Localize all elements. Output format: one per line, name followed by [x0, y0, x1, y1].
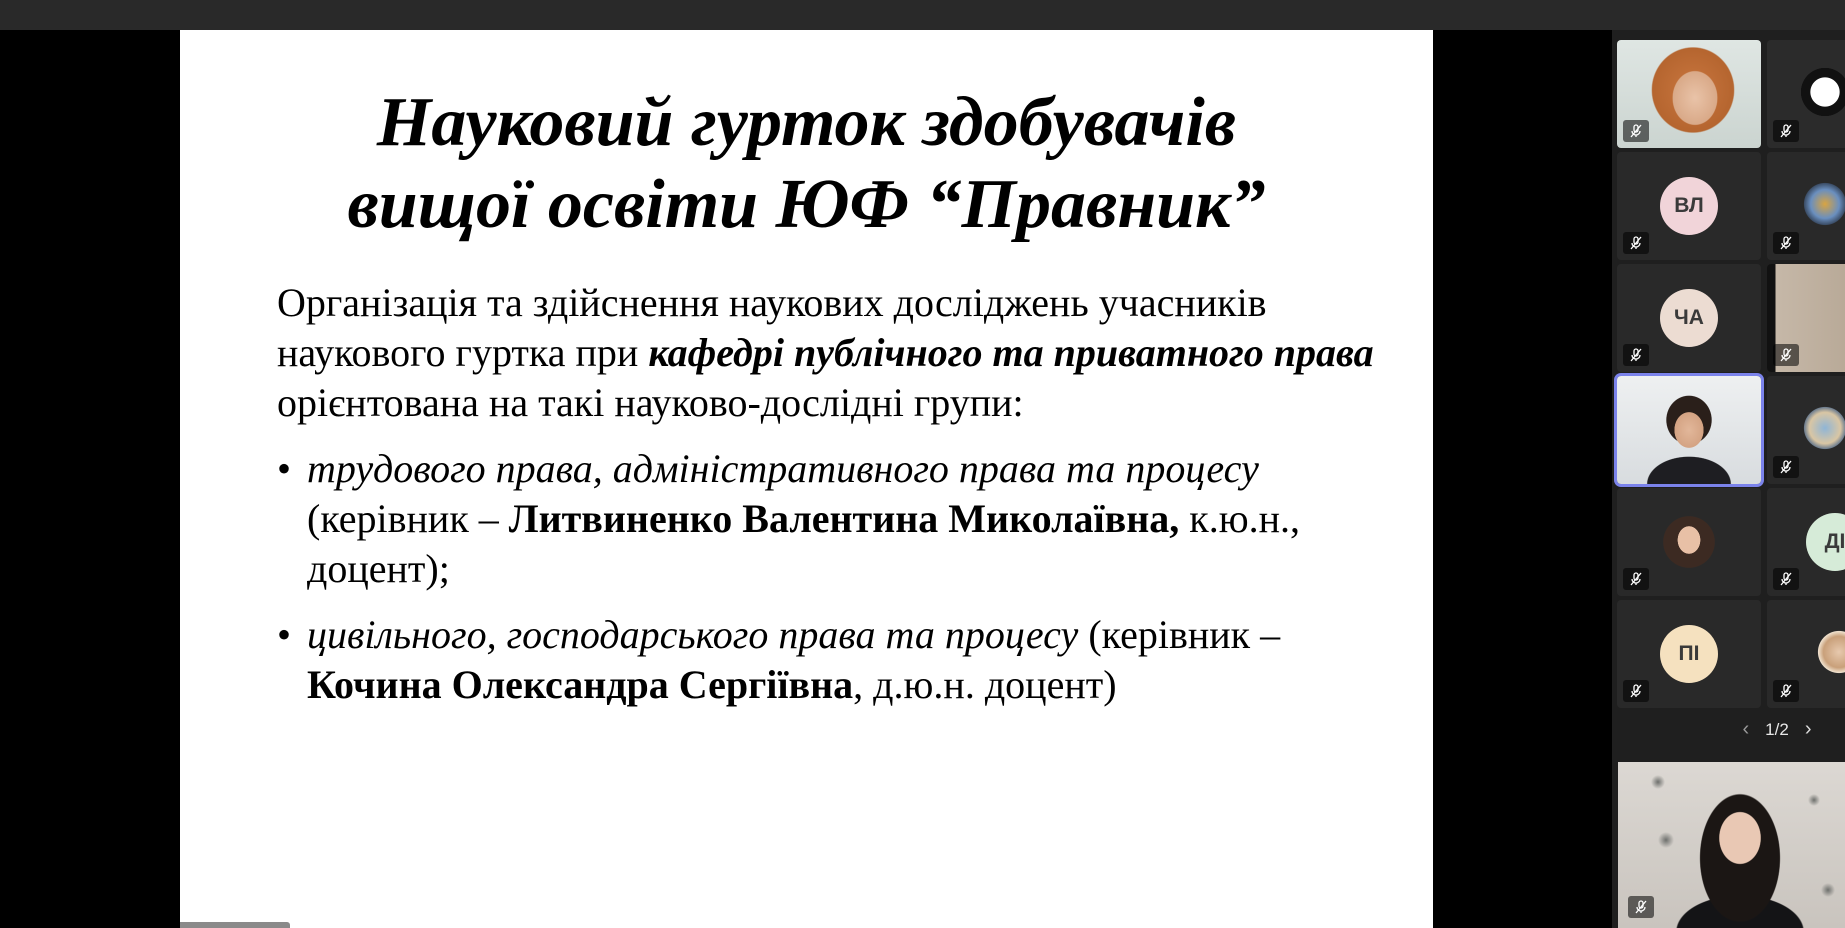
shared-screen-stage — [0, 30, 1612, 928]
research-group-item — [277, 610, 1377, 710]
participant-video-tile[interactable] — [1767, 40, 1845, 148]
group-field: цивільного, господарського права та процесу — [307, 612, 1079, 657]
participant-tile[interactable] — [1617, 488, 1761, 596]
participant-video — [1617, 376, 1761, 484]
mic-off-icon — [1773, 232, 1799, 254]
slide-title-line-1: Науковий гурток здобувачів — [376, 84, 1237, 161]
group-lead-name: Кочина Олександра Сергіївна — [307, 662, 854, 707]
participant-avatar: ЧА — [1660, 289, 1718, 347]
research-group-item — [277, 444, 1377, 594]
self-view-video[interactable] — [1618, 762, 1845, 928]
slide-intro — [277, 278, 1377, 428]
group-lead-prefix: (керівник – — [307, 496, 509, 541]
slide-scrollbar[interactable] — [180, 922, 290, 928]
meeting-top-bar — [0, 0, 1845, 30]
slide-body — [277, 278, 1377, 726]
mic-off-icon — [1773, 120, 1799, 142]
mic-off-icon — [1773, 344, 1799, 366]
slide-title-line-2: вищої освіти ЮФ “Правник” — [347, 166, 1266, 243]
intro-text-end: орієнтована на такі науково-дослідні групи: — [277, 380, 1024, 425]
intro-text-start: Організація та здійснення наукових досліджень учасників наукового гуртка при — [277, 280, 1267, 375]
research-groups-list — [277, 444, 1377, 710]
participant-tile[interactable] — [1617, 600, 1761, 708]
group-lead-suffix: , д.ю.н. доцент) — [853, 662, 1117, 707]
intro-department: кафедрі публічного та приватного права — [648, 330, 1374, 375]
participants-pager — [1717, 718, 1837, 741]
presentation-slide — [180, 30, 1433, 928]
participant-tile[interactable] — [1767, 152, 1845, 260]
participant-tile[interactable] — [1617, 264, 1761, 372]
chevron-right-icon[interactable]: › — [1804, 718, 1812, 740]
mic-off-icon — [1623, 568, 1649, 590]
participant-video-tile[interactable] — [1617, 40, 1761, 148]
mic-off-icon — [1623, 232, 1649, 254]
group-lead-name: Литвиненко Валентина Миколаївна, — [508, 496, 1180, 541]
participants-panel — [1612, 30, 1845, 928]
mic-off-icon — [1773, 456, 1799, 478]
group-lead-suffix: к.ю.н., доцент); — [307, 496, 1301, 591]
pager-label: 1/2 — [1765, 719, 1789, 739]
participant-tile[interactable] — [1767, 488, 1845, 596]
participant-tile[interactable] — [1767, 376, 1845, 484]
slide-title — [240, 82, 1373, 246]
participant-avatar: ДІ — [1806, 513, 1845, 571]
group-field: трудового права, адміністративного права та процесу — [307, 446, 1259, 491]
group-lead-prefix: (керівник – — [1078, 612, 1281, 657]
mic-off-icon — [1623, 120, 1649, 142]
mic-off-icon — [1773, 568, 1799, 590]
mic-off-icon — [1773, 680, 1799, 702]
participant-video-tile[interactable] — [1767, 264, 1845, 372]
participant-video-tile-speaking[interactable] — [1617, 376, 1761, 484]
chevron-left-icon[interactable]: ‹ — [1742, 718, 1750, 740]
mic-off-icon — [1623, 680, 1649, 702]
participant-avatar: ВЛ — [1660, 177, 1718, 235]
participant-tile[interactable] — [1617, 152, 1761, 260]
participant-tile[interactable] — [1767, 600, 1845, 708]
mic-off-icon — [1623, 344, 1649, 366]
participant-avatar: ПІ — [1660, 625, 1718, 683]
mic-off-icon[interactable] — [1628, 896, 1654, 918]
